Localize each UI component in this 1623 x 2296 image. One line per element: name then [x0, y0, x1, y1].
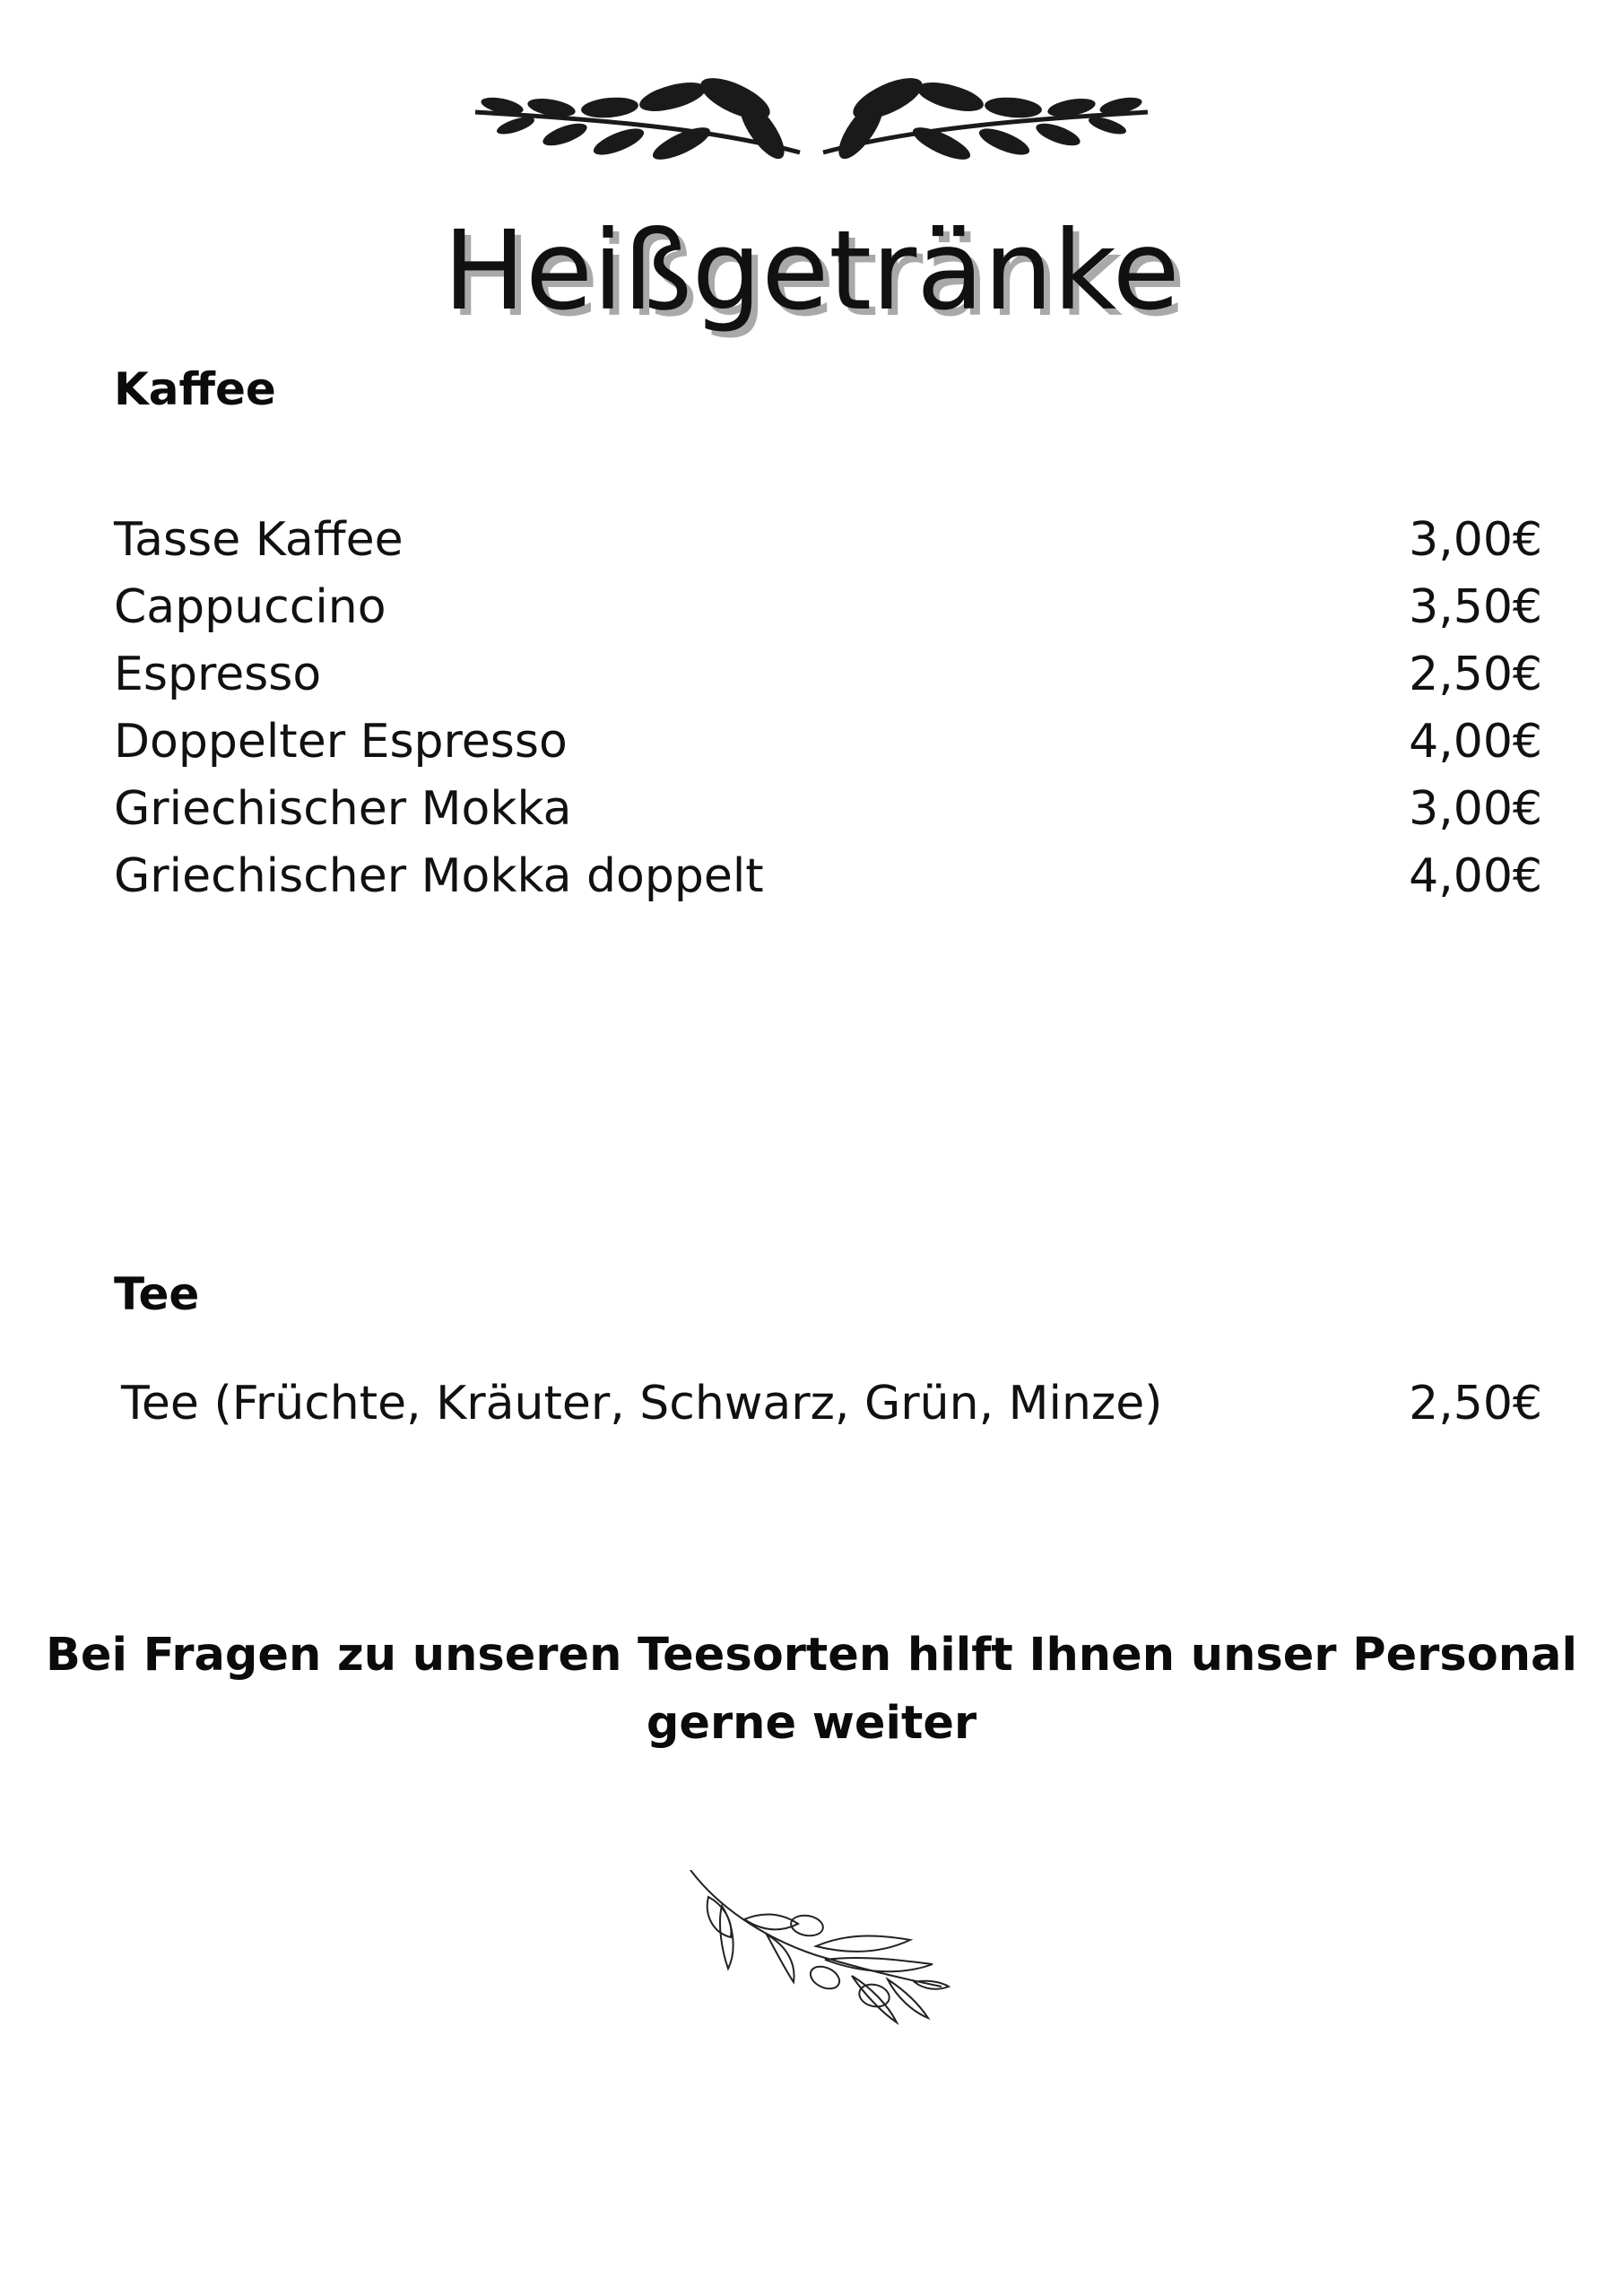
- page-title: Heißgetränke: [443, 207, 1180, 335]
- item-name: Doppelter Espresso: [114, 715, 568, 769]
- olive-branch-icon: [681, 1870, 950, 2049]
- tea-help-note: Bei Fragen zu unseren Teesorten hilft Ihnen unser Personal gerne weiter: [46, 1629, 1577, 1750]
- menu-item: [114, 776, 1542, 843]
- item-price: 3,00€: [1409, 782, 1542, 836]
- menu-item: [114, 709, 1542, 776]
- kaffee-list: [114, 507, 1542, 910]
- menu-item: [114, 507, 1542, 574]
- item-name: Griechischer Mokka doppelt: [114, 849, 764, 903]
- section-heading-kaffee: Kaffee: [114, 363, 276, 415]
- item-price: 2,50€: [1409, 648, 1542, 701]
- item-price: 3,00€: [1409, 513, 1542, 567]
- menu-item: [114, 641, 1542, 709]
- item-name: Tee (Früchte, Kräuter, Schwarz, Grün, Minze): [121, 1377, 1163, 1431]
- menu-item: [114, 574, 1542, 641]
- item-name: Espresso: [114, 648, 322, 701]
- tee-list: [121, 1370, 1542, 1438]
- item-name: Cappuccino: [114, 580, 386, 634]
- item-price: 4,00€: [1409, 849, 1542, 903]
- item-name: Tasse Kaffee: [114, 513, 404, 567]
- section-heading-tee: Tee: [114, 1268, 200, 1320]
- laurel-branch-icon: [466, 63, 1157, 179]
- item-price: 2,50€: [1409, 1377, 1542, 1431]
- menu-item: [121, 1370, 1542, 1438]
- item-price: 3,50€: [1409, 580, 1542, 634]
- menu-item: [114, 843, 1542, 910]
- item-name: Griechischer Mokka: [114, 782, 572, 836]
- item-price: 4,00€: [1409, 715, 1542, 769]
